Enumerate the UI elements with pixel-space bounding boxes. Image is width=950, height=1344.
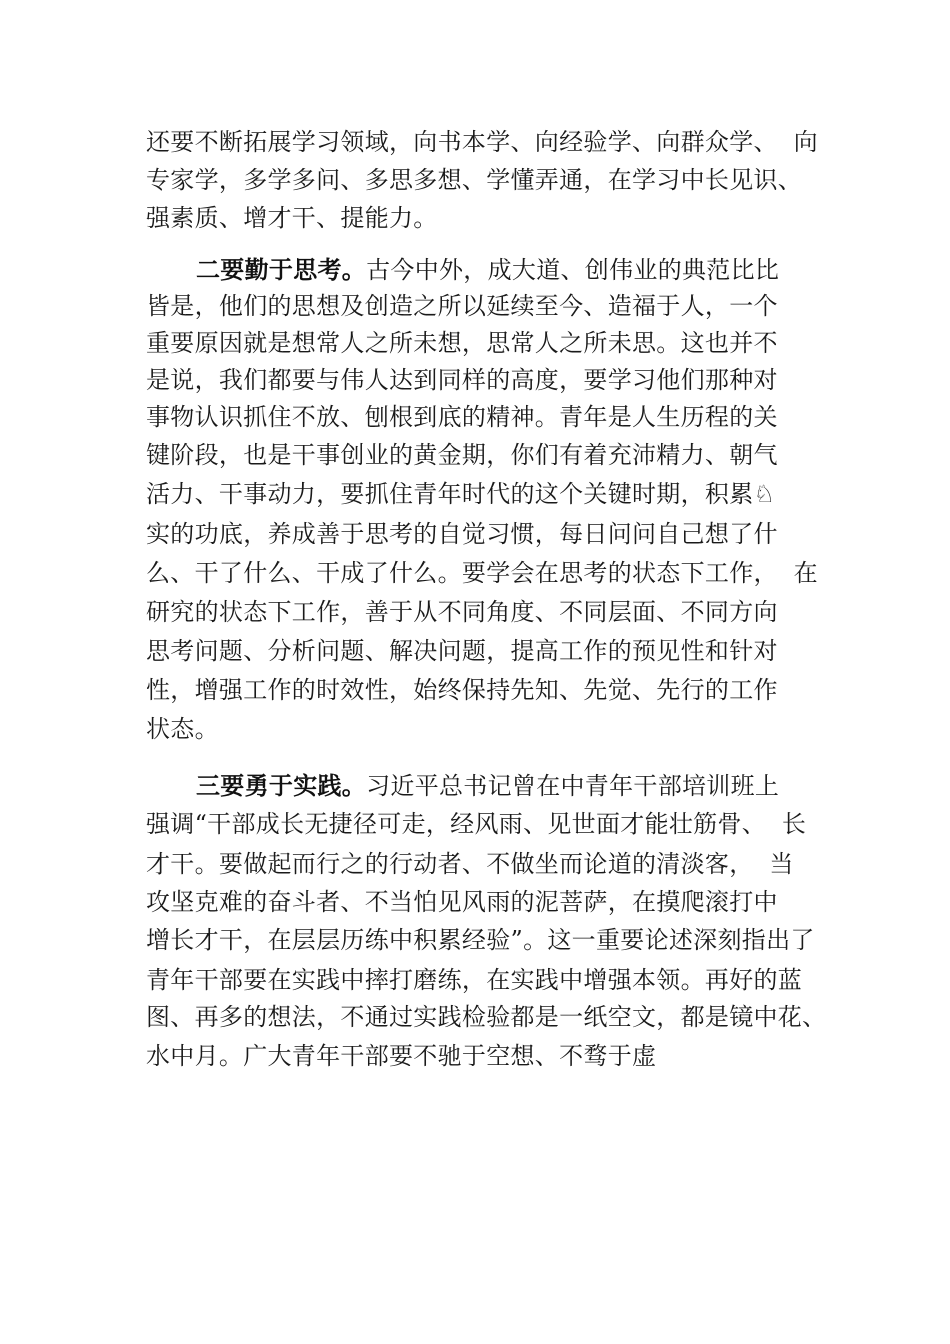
paragraph-2-line-1 (196, 251, 779, 289)
paragraph-3-line-2: 强调“干部成长无捷径可走，经风雨、见世面才能壮筋骨、 长 (146, 810, 807, 838)
paragraph-2-line-3: 重要原因就是想常人之所未想，思常人之所未思。这也并不 (146, 329, 778, 357)
paragraph-3-line-8: 水中月。广大青年干部要不驰于空想、不骛于虚 (146, 1042, 657, 1070)
paragraph-2-line-8: 实的功底，养成善于思考的自觉习惯，每日问问自己想了什 (146, 520, 778, 548)
paragraph-3-line-1 (196, 767, 779, 805)
paragraph-2-line-11: 思考问题、分析问题、解决问题，提高工作的预见性和针对 (146, 637, 778, 665)
paragraph-3-line-5: 增长才干，在层层历练中积累经验”。这一重要论述深刻指出了 (146, 926, 815, 954)
paragraph-2-line-13: 状态。 (146, 715, 219, 743)
paragraph-2-line-7: 活力、干事动力，要抓住青年时代的这个关键时期，积累♘ (146, 480, 776, 508)
paragraph-3-line-3: 才干。要做起而行之的行动者、不做坐而论道的清淡客， 当 (146, 850, 794, 878)
paragraph-2-line-10: 研究的状态下工作，善于从不同角度、不同层面、不同方向 (146, 598, 778, 626)
paragraph-2-line-5: 事物认识抓住不放、刨根到底的精神。青年是人生历程的关 (146, 403, 778, 431)
paragraph-1-line-3: 强素质、增才干、提能力。 (146, 204, 438, 232)
paragraph-2-first-line-text: 古今中外，成大道、创伟业的典范比比 (366, 256, 780, 284)
paragraph-3-lead: 三要勇于实践。 (196, 772, 367, 800)
paragraph-3-line-7: 图、再多的想法，不通过实践检验都是一纸空文，都是镜中花、 (146, 1003, 827, 1031)
paragraph-2-line-6: 键阶段，也是干事创业的黄金期，你们有着充沛精力、朝气 (146, 441, 778, 469)
paragraph-3-first-line-text: 习近平总书记曾在中青年干部培训班上 (366, 772, 780, 800)
paragraph-2-lead: 二要勤于思考。 (196, 256, 367, 284)
paragraph-2-line-2: 皆是，他们的思想及创造之所以延续至今、造福于人，一个 (146, 292, 778, 320)
paragraph-2-line-4: 是说，我们都要与伟人达到同样的高度，要学习他们那种对 (146, 366, 778, 394)
paragraph-2-line-12: 性，增强工作的时效性，始终保持先知、先觉、先行的工作 (146, 676, 778, 704)
paragraph-2-line-9: 么、干了什么、干成了什么。要学会在思考的状态下工作， 在 (146, 559, 818, 587)
paragraph-3-line-4: 攻坚克难的奋斗者、不当怕见风雨的泥菩萨，在摸爬滚打中 (146, 888, 778, 916)
paragraph-1-line-2: 专家学，多学多问、多思多想、学懂弄通，在学习中长见识、 (146, 166, 803, 194)
paragraph-1-line-1: 还要不断拓展学习领域，向书本学、向经验学、向群众学、 向 (146, 128, 818, 156)
paragraph-3-line-6: 青年干部要在实践中摔打磨练，在实践中增强本领。再好的蓝 (146, 966, 803, 994)
